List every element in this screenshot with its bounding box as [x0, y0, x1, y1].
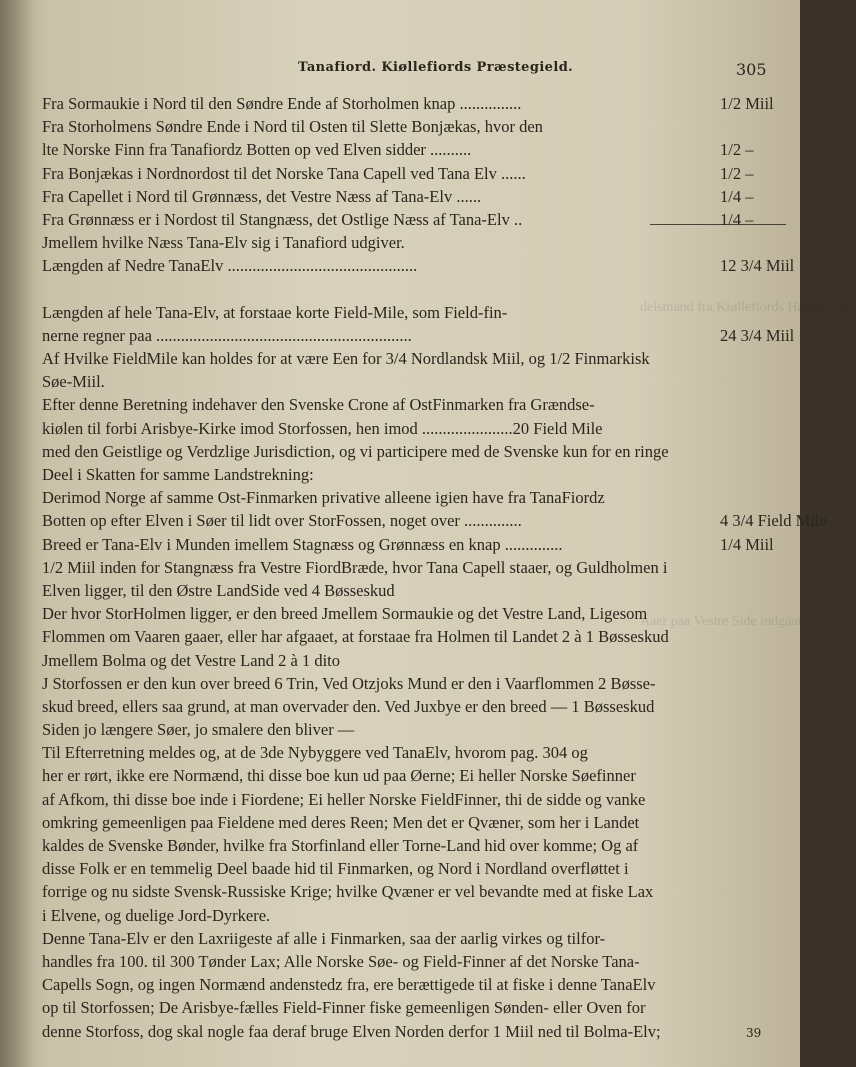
- line-text: 1/2 Miil inden for Stangnæss fra Vestre FiordBræde, hvor Tana Capell staaer, og Guldholmen i: [42, 557, 668, 577]
- text-line: [42, 672, 786, 695]
- text-line: [42, 950, 786, 973]
- line-text: skud breed, ellers saa grund, at man overvader den. Ved Juxbye er den breed — 1 Bøsseskud: [42, 696, 655, 716]
- line-text: Fra Bonjækas i Nordnordost til det Norske Tana Capell ved Tana Elv ......: [42, 163, 526, 183]
- text-line: [42, 486, 786, 509]
- line-text: Elven ligger, til den Østre LandSide ved 4 Bøsseskud: [42, 580, 395, 600]
- signature-mark: 39: [746, 1026, 762, 1040]
- bleed-through-text: delsmand fra Kiøllefiords Handelssted: [640, 300, 856, 315]
- line-amount: 1/2 –: [720, 163, 754, 183]
- line-amount: 1/4 –: [720, 209, 754, 229]
- text-line: [42, 393, 786, 416]
- line-text: denne Storfoss, dog skal nogle faa deraf bruge Elven Norden derfor 1 Miil ned til Bolma-Elv;: [42, 1021, 661, 1041]
- line-text: Fra Grønnæss er i Nordost til Stangnæss, det Ostlige Næss af Tana-Elv ..: [42, 209, 523, 229]
- text-line: [42, 347, 786, 370]
- bleed-through-text: Aaer paa Vestre Side indgaaende: [640, 614, 824, 629]
- line-text: Jmellem Bolma og det Vestre Land 2 à 1 dito: [42, 650, 341, 670]
- text-line: [42, 231, 786, 254]
- text-line: [42, 138, 786, 161]
- text-line: [42, 764, 786, 787]
- text-line: [42, 718, 786, 741]
- line-amount: 1/2 Miil: [720, 94, 774, 113]
- text-line: [42, 324, 795, 347]
- text-line: [42, 254, 795, 277]
- line-text: Fra Sormaukie i Nord til den Søndre Ende af Storholmen knap ...............: [42, 94, 522, 113]
- line-text: lte Norske Finn fra Tanafiordz Botten op ved Elven sidder ..........: [42, 140, 472, 160]
- text-line: [42, 788, 786, 811]
- line-text: i Elvene, og duelige Jord-Dyrkere.: [42, 905, 271, 925]
- line-text: Siden jo længere Søer, jo smalere den bliver —: [42, 720, 355, 740]
- line-text: nerne regner paa ..............................................................: [42, 325, 412, 345]
- line-text: Capells Sogn, og ingen Normænd andenstedz fra, ere berættigede til at fiske i denne TanaElv: [42, 975, 656, 995]
- text-line: [42, 880, 786, 903]
- line-text: Fra Capellet i Nord til Grønnæss, det Vestre Næss af Tana-Elv ......: [42, 186, 482, 206]
- text-line: [42, 533, 786, 556]
- text-line: [42, 92, 786, 115]
- line-text: op til Storfossen; De Arisbye-fælles Field-Finner fiske gemeenligen Sønden- eller Oven for: [42, 998, 646, 1018]
- text-line: [42, 695, 786, 718]
- line-text: Denne Tana-Elv er den Laxriigeste af alle i Finmarken, saa der aarlig virkes og tilfor-: [42, 928, 606, 948]
- text-line: [42, 741, 786, 764]
- line-text: Flommen om Vaaren gaaer, eller har afgaaet, at forstaae fra Holmen til Landet 2 à 1 Bøsseskud: [42, 627, 669, 647]
- line-text: Efter denne Beretning indehaver den Svenske Crone af OstFinmarken fra Grændse-: [42, 395, 595, 415]
- line-text: Breed er Tana-Elv i Munden imellem Stagnæss og Grønnæss en knap ..............: [42, 534, 563, 554]
- line-text: Fra Storholmens Søndre Ende i Nord til Osten til Slette Bonjækas, hvor den: [42, 117, 543, 137]
- line-amount: 1/4 –: [720, 186, 754, 206]
- text-line: [42, 115, 786, 138]
- line-amount: 4 3/4 Field Mile: [720, 511, 827, 531]
- text-line: [42, 649, 786, 672]
- line-text: af Afkom, thi disse boe inde i Fiordene; Ei heller Norske FieldFinner, thi de sidde og vanke: [42, 789, 646, 809]
- text-line: [42, 440, 786, 463]
- text-line: [42, 1020, 786, 1043]
- line-text: J Storfossen er den kun over breed 6 Trin, Ved Otzjoks Mund er den i Vaarflommen 2 Bøsse-: [42, 673, 656, 693]
- text-line: [42, 973, 786, 996]
- text-line: [42, 904, 786, 927]
- line-text: Længden af hele Tana-Elv, at forstaae korte Field-Mile, som Field-fin-: [42, 302, 508, 322]
- line-text: Der hvor StorHolmen ligger, er den breed Jmellem Sormaukie og det Vestre Land, Ligesom: [42, 604, 648, 624]
- body-text: [42, 92, 827, 1043]
- text-line: [42, 208, 786, 231]
- text-line: [42, 927, 786, 950]
- page-number: 305: [736, 60, 767, 79]
- text-line: [42, 162, 786, 185]
- text-line: [42, 463, 786, 486]
- line-text: disse Folk er en temmelig Deel baade hid til Finmarken, og Nord i Nordland overfløttet i: [42, 859, 629, 879]
- line-text: Deel i Skatten for samme Landstrekning:: [42, 465, 314, 484]
- page-gutter-shadow: [0, 0, 34, 1067]
- line-text: Søe-Miil.: [42, 372, 105, 392]
- text-line: [42, 996, 786, 1019]
- text-line: [42, 811, 786, 834]
- text-line: [42, 602, 786, 625]
- text-line: [42, 509, 827, 532]
- line-text: kaldes de Svenske Bønder, hvilke fra Storfinland eller Torne-Land hid over komme; Og af: [42, 836, 639, 855]
- text-line: [42, 834, 786, 857]
- text-line: [42, 625, 786, 648]
- line-text: forrige og nu sidste Svensk-Russiske Krige; hvilke Qvæner er vel bevandte med at fiske Lax: [42, 882, 654, 902]
- line-text: Derimod Norge af samme Ost-Finmarken privative alleene igien have fra TanaFiordz: [42, 488, 605, 508]
- line-text: Længden af Nedre TanaElv ..............................................: [42, 256, 418, 276]
- line-amount: 1/4 Miil: [720, 534, 774, 554]
- line-text: kiølen til forbi Arisbye-Kirke imod Storfossen, hen imod ......................20 Field Mile: [42, 418, 603, 438]
- line-text: handles fra 100. til 300 Tønder Lax; Alle Norske Søe- og Field-Finner af det Norske Tana-: [42, 951, 640, 971]
- line-text: med den Geistlige og Verdzlige Jurisdiction, og vi participere med de Svenske kun for en ringe: [42, 441, 669, 461]
- text-line: [42, 579, 786, 602]
- line-amount: 24 3/4 Miil: [720, 325, 795, 345]
- running-title: Tanafiord. Kiøllefiords Præstegield.: [298, 60, 574, 75]
- line-text: Botten op efter Elven i Søer til lidt over StorFossen, noget over ..............: [42, 511, 522, 531]
- line-text: Jmellem hvilke Næss Tana-Elv sig i Tanafiord udgiver.: [42, 233, 405, 253]
- line-amount: 1/2 –: [720, 140, 754, 160]
- text-line: [42, 417, 786, 440]
- text-line: [42, 857, 786, 880]
- text-line: [42, 301, 786, 324]
- text-line: [42, 185, 786, 208]
- text-line: [42, 370, 786, 393]
- line-text: omkring gemeenligen paa Fieldene med deres Reen; Men det er Qvæner, som her i Landet: [42, 812, 640, 832]
- line-text: her er rørt, ikke ere Normænd, thi disse boe kun ud paa Øerne; Ei heller Norske Søefinner: [42, 766, 636, 786]
- text-line: [42, 556, 786, 579]
- text-line: [42, 278, 786, 301]
- line-amount: 12 3/4 Miil: [720, 256, 795, 276]
- line-text: Til Efterretning meldes og, at de 3de Nybyggere ved TanaElv, hvorom pag. 304 og: [42, 743, 588, 763]
- line-text: Af Hvilke FieldMile kan holdes for at være Een for 3/4 Nordlandsk Miil, og 1/2 Finmarkisk: [42, 349, 650, 369]
